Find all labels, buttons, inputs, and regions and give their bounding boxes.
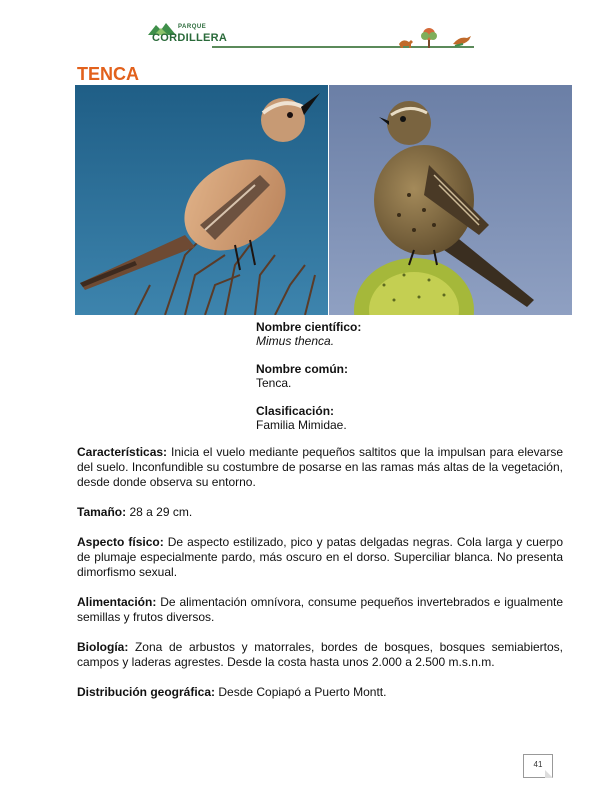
tamano-paragraph	[77, 505, 563, 520]
caracteristicas-text: Inicia el vuelo mediante pequeños saltitos que la impulsan para elevarse del suelo. Inconfundible su costumbre de posarse en las ramas más altas de la vegetación, desde donde observa su entorno.	[77, 445, 563, 489]
bird-on-cactus-icon	[329, 85, 572, 315]
scientific-name-value: Mimus thenca.	[256, 334, 335, 348]
biologia-label: Biología:	[77, 640, 129, 654]
species-photos	[75, 85, 572, 315]
logo-big-text: CORDILLERA	[152, 32, 228, 44]
distribucion-text: Desde Copiapó a Puerto Montt.	[215, 685, 387, 699]
aspecto-text: De aspecto estilizado, pico y patas delgadas negras. Cola larga y cuerpo de plumaje especialmente pardo, más oscuro en el dorso. Superciliar blanca. No presenta dimorfismo sexual.	[77, 535, 563, 579]
alimentacion-paragraph	[77, 595, 563, 625]
caracteristicas-paragraph	[77, 445, 563, 490]
page-number-box	[523, 754, 553, 778]
biologia-text: Zona de arbustos y matorrales, bordes de bosques, bosques semiabiertos, campos y laderas agrestes. Desde la costa hasta unos 2.000 a 2.500 m.s.n.m.	[77, 640, 563, 669]
alimentacion-label: Alimentación:	[77, 595, 157, 609]
alimentacion-text: De alimentación omnívora, consume pequeños invertebrados e igualmente semillas y frutos diversos.	[77, 595, 563, 624]
caracteristicas-label: Características:	[77, 445, 168, 459]
page-fold-icon	[545, 770, 553, 778]
species-description	[77, 445, 563, 715]
scientific-name-label: Nombre científico:	[256, 320, 362, 334]
distribucion-paragraph	[77, 685, 563, 700]
header-decoration-icon	[395, 26, 475, 50]
common-name-label: Nombre común:	[256, 362, 349, 376]
page-number: 41	[533, 760, 543, 769]
aspecto-label: Aspecto físico:	[77, 535, 164, 549]
tamano-label: Tamaño:	[77, 505, 127, 519]
bird-on-branch-icon	[75, 85, 328, 315]
tamano-text: 28 a 29 cm.	[126, 505, 193, 519]
distribucion-label: Distribución geográfica:	[77, 685, 216, 699]
page-header	[0, 0, 600, 60]
classification-label: Clasificación:	[256, 404, 335, 418]
biologia-paragraph	[77, 640, 563, 670]
classification-value: Familia Mimidae.	[256, 418, 347, 432]
aspecto-paragraph	[77, 535, 563, 580]
bird-photo-left	[75, 85, 328, 315]
page-title: TENCA	[77, 64, 139, 84]
taxonomy-info	[256, 320, 556, 446]
logo-small-text: PARQUE	[178, 24, 207, 30]
bird-photo-right	[329, 85, 572, 315]
common-name-value: Tenca.	[256, 376, 292, 390]
